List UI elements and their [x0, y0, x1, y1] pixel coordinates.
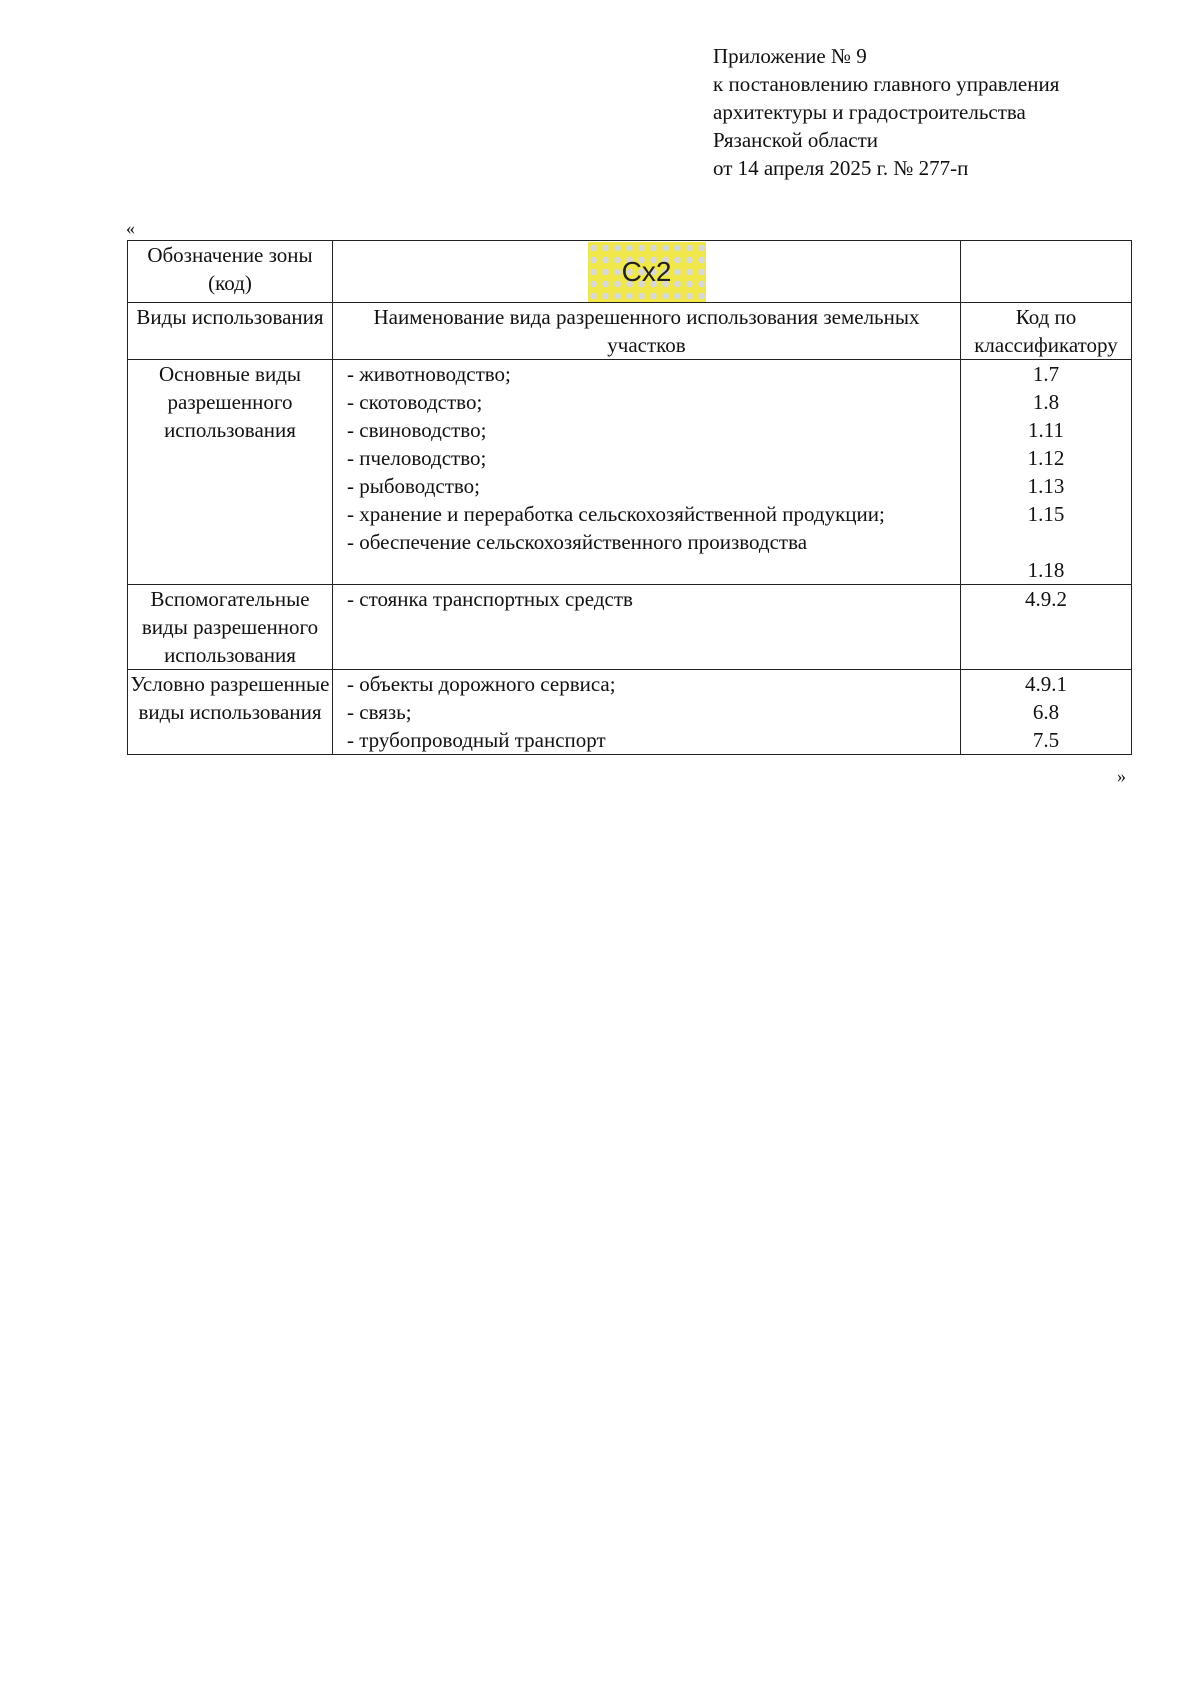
code-spacer — [961, 528, 1131, 556]
code-value: 1.7 — [1032, 362, 1060, 386]
list-item: - связь; — [347, 700, 412, 724]
code-value: 1.18 — [1027, 558, 1065, 582]
appendix-line-2: к постановлению главного управления — [713, 72, 1060, 96]
group-name: Основные виды разрешенного использования — [128, 360, 333, 585]
appendix-header — [713, 42, 1059, 182]
code-value: 1.11 — [1028, 418, 1064, 442]
code-value: 1.13 — [1027, 474, 1065, 498]
column-header-row — [128, 303, 1132, 360]
list-item: - трубопроводный транспорт — [347, 728, 606, 752]
code-value: 4.9.1 — [1025, 672, 1067, 696]
code-value: 7.5 — [1032, 728, 1060, 752]
group-items — [333, 360, 961, 585]
empty-header-cell — [961, 241, 1132, 303]
col-code-header: Код по классификатору — [961, 303, 1132, 360]
group-codes — [961, 670, 1132, 755]
appendix-date-number: от 14 апреля 2025 г. № 277-п — [713, 156, 969, 180]
code-value: 4.9.2 — [1025, 587, 1067, 611]
group-items — [333, 585, 961, 670]
list-item: - объекты дорожного сервиса; — [347, 672, 616, 696]
list-item: - рыбоводство; — [347, 474, 480, 498]
list-item: - стоянка транспортных средств — [347, 587, 633, 611]
list-item: - обеспечение сельскохозяйственного производства — [347, 530, 808, 554]
zone-code-cell — [333, 241, 961, 303]
col-uses-header: Виды использования — [128, 303, 333, 360]
code-value: 1.12 — [1027, 446, 1065, 470]
list-item: - животноводство; — [347, 362, 511, 386]
closing-quote: » — [1117, 766, 1126, 786]
group-codes — [961, 360, 1132, 585]
group-name: Вспомогательные виды разрешенного использования — [128, 585, 333, 670]
code-value: 1.15 — [1027, 502, 1065, 526]
appendix-line-3: архитектуры и градостроительства — [713, 100, 1026, 124]
list-item: - свиноводство; — [347, 418, 487, 442]
list-item: - пчеловодство; — [347, 446, 487, 470]
group-codes — [961, 585, 1132, 670]
zone-code-badge: Сх2 — [588, 242, 706, 302]
list-item: - скотоводство; — [347, 390, 483, 414]
col-name-header: Наименование вида разрешенного использования земельных участков — [333, 303, 961, 360]
zone-code-row — [128, 241, 1132, 303]
group-row-main — [128, 360, 1132, 585]
group-row-conditional — [128, 670, 1132, 755]
list-item: - хранение и переработка сельскохозяйственной продукции; — [347, 502, 885, 526]
opening-quote: « — [126, 218, 135, 238]
group-row-auxiliary — [128, 585, 1132, 670]
appendix-title: Приложение № 9 — [713, 44, 867, 68]
zone-label-cell: Обозначение зоны (код) — [128, 241, 333, 303]
group-name: Условно разрешенные виды использования — [128, 670, 333, 755]
appendix-line-4: Рязанской области — [713, 128, 879, 152]
code-value: 1.8 — [1032, 390, 1060, 414]
code-value: 6.8 — [1032, 700, 1060, 724]
group-items — [333, 670, 961, 755]
zone-regulations-table — [127, 240, 1132, 755]
